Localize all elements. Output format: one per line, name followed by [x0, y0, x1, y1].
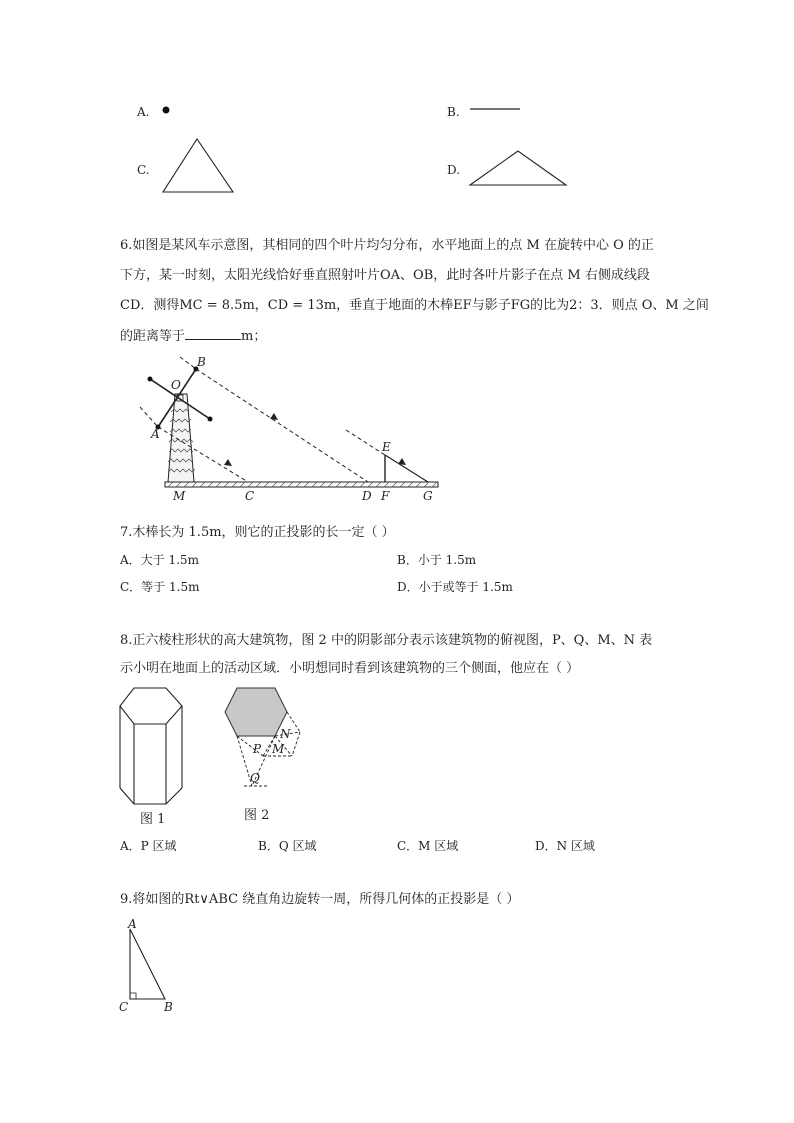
q8-figure1-hexagonal-prism	[118, 686, 188, 808]
q8-option-a[interactable]: A．P 区域	[120, 839, 177, 853]
q8-figure2-top-view	[218, 686, 308, 792]
q6-label-o: O	[171, 378, 181, 392]
q8-label-q: Q	[250, 771, 260, 785]
q7-option-b[interactable]: B．小于 1.5m	[397, 553, 477, 567]
q5-option-c-label: C.	[137, 163, 150, 177]
q6-label-a: A	[151, 427, 160, 441]
q5-option-c-triangle	[160, 137, 240, 197]
q6-label-c: C	[245, 489, 255, 503]
q8-figure2-caption: 图 2	[244, 808, 270, 823]
q5-option-b-segment	[468, 102, 528, 116]
q8-label-m: M	[272, 742, 285, 756]
q6-label-f: F	[381, 489, 390, 503]
q5-option-a-dot	[160, 104, 174, 118]
q6-answer-blank[interactable]	[185, 327, 241, 340]
q5-option-b-label: B.	[447, 105, 460, 119]
q7-stem: 7.木棒长为 1.5m，则它的正投影的长一定（ ）	[120, 525, 395, 540]
q8-text-line2: 示小明在地面上的活动区域．小明想同时看到该建筑物的三个侧面，他应在（ ）	[120, 661, 580, 676]
q6-line4-prefix: 的距离等于	[120, 329, 186, 344]
q5-option-d-triangle	[468, 148, 572, 190]
q9-label-c: C	[119, 1000, 129, 1014]
q6-line4-suffix: m；	[241, 329, 267, 344]
q7-option-a[interactable]: A．大于 1.5m	[120, 553, 199, 567]
q8-option-c[interactable]: C．M 区域	[397, 839, 459, 853]
q6-label-m: M	[173, 489, 186, 503]
q8-label-p: P	[253, 742, 262, 756]
q8-text-line1: 8.正六棱柱形状的高大建筑物，图 2 中的阴影部分表示该建筑物的俯视图，P、Q、M、N 表	[120, 633, 653, 648]
q9-label-a: A	[128, 917, 137, 931]
q8-label-n: N	[280, 727, 291, 741]
q6-label-d: D	[362, 489, 372, 503]
q7-option-d[interactable]: D．小于或等于 1.5m	[397, 580, 513, 594]
q8-option-d[interactable]: D．N 区域	[535, 839, 595, 853]
q6-label-b: B	[197, 355, 206, 369]
q9-label-b: B	[164, 1000, 173, 1014]
q5-option-a-label: A.	[137, 105, 150, 119]
q7-option-c[interactable]: C．等于 1.5m	[120, 580, 200, 594]
q6-windmill-figure	[130, 352, 450, 507]
q9-right-triangle-figure	[114, 915, 184, 1017]
q6-label-e: E	[382, 440, 391, 454]
q6-label-g: G	[423, 489, 433, 503]
q8-option-b[interactable]: B．Q 区域	[258, 839, 317, 853]
q5-option-d-label: D.	[447, 163, 461, 177]
q6-text-line1: 6.如图是某风车示意图，其相同的四个叶片均匀分布，水平地面上的点 M 在旋转中心 O 的正	[120, 238, 654, 253]
q8-figure1-caption: 图 1	[140, 812, 166, 827]
q9-stem: 9.将如图的Rt∨ABC 绕直角边旋转一周，所得几何体的正投影是（ ）	[120, 892, 520, 907]
q6-text-line4	[120, 327, 266, 346]
q6-text-line2: 下方，某一时刻，太阳光线恰好垂直照射叶片OA、OB，此时各叶片影子在点 M 右侧成线段	[120, 268, 650, 283]
q6-text-line3: CD．测得MC = 8.5m，CD = 13m，垂直于地面的木棒EF与影子FG的比为2：3．则点 O、M 之间	[120, 298, 709, 313]
